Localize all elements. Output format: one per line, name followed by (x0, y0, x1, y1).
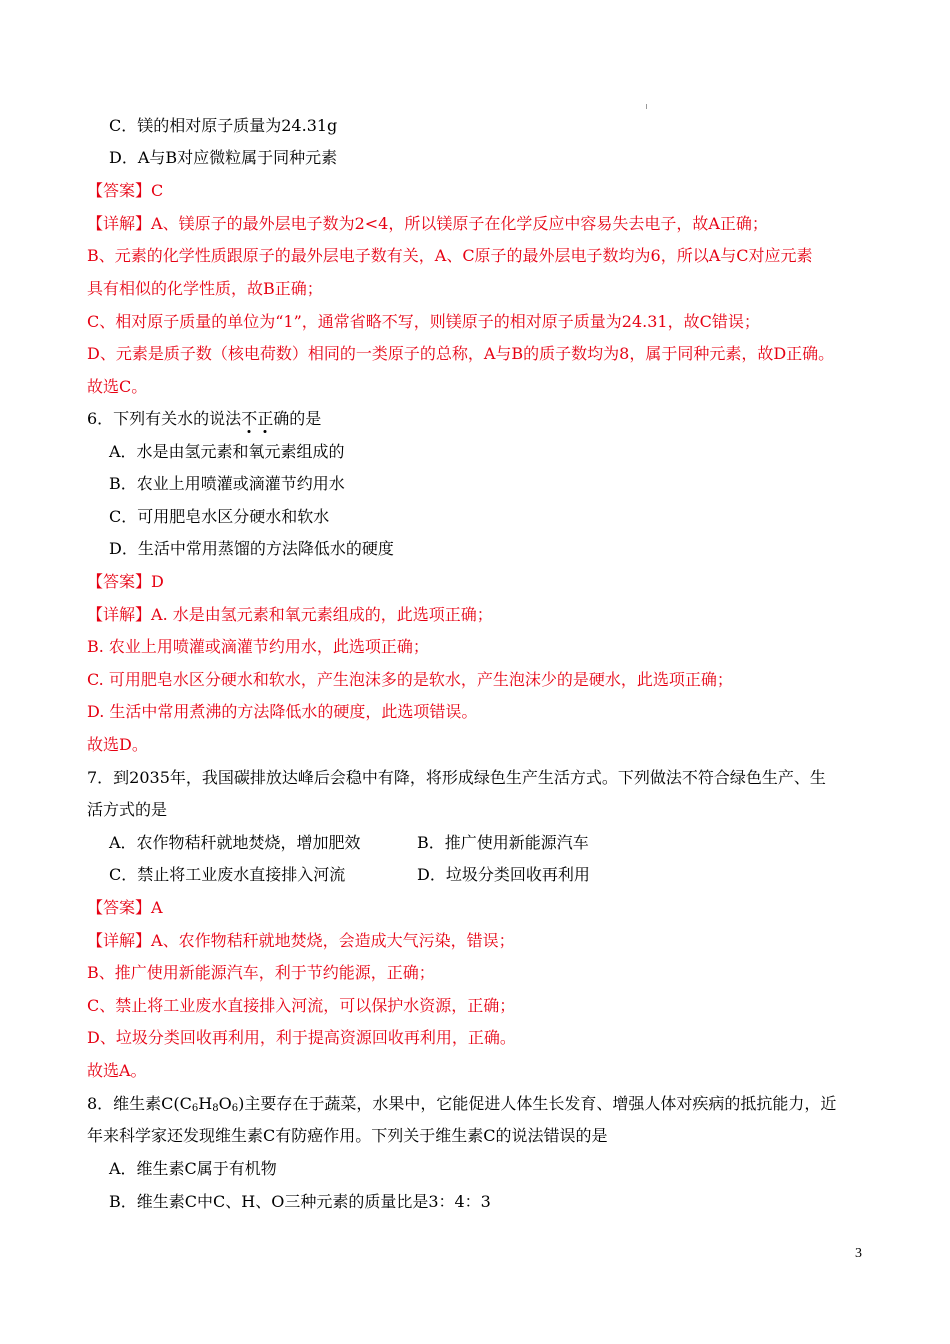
q6-option-c: C．可用肥皂水区分硬水和软水 (109, 507, 330, 526)
q7-option-a: A．农作物秸秆就地焚烧，增加肥效 (109, 833, 361, 852)
q6-detail-line1: 【详解】A. 水是由氢元素和氧元素组成的，此选项正确； (87, 605, 493, 624)
q8-stem-line1: 8．维生素$C(C_6H_8O_6)$主要存在于蔬菜，水果中，它能促进人体生长发育、增强人体对疾病的抵抗能力，近 (87, 1094, 837, 1114)
emphasis-mark: 正 (257, 409, 274, 428)
q7-answer (87, 898, 163, 918)
q7-detail-line2: B、推广使用新能源汽车，利于节约能源，正确； (87, 963, 435, 982)
q7-detail-line4: D、垃圾分类回收再利用，利于提高资源回收再利用，正确。 (87, 1028, 516, 1047)
q6-answer (87, 572, 164, 592)
answer-value: A (151, 898, 163, 917)
answer-value: D (151, 572, 164, 591)
q8-stem-line2: 年来科学家还发现维生素C有防癌作用。下列关于维生素C的说法错误的是 (87, 1126, 608, 1145)
q5-option-c: C．镁的相对原子质量为24.31g (109, 116, 338, 135)
q8-option-b: B．维生素C中C、H、O三种元素的质量比是3：4：3 (109, 1192, 491, 1211)
q5-detail-line1: 【详解】A、镁原子的最外层电子数为2<4，所以镁原子在化学反应中容易失去电子，故A正确； (87, 214, 768, 233)
page-mark (646, 104, 647, 109)
q6-option-a: A．水是由氢元素和氧元素组成的 (109, 442, 345, 461)
emphasis-mark: 不 (241, 409, 258, 428)
q5-detail-line2: B、元素的化学性质跟原子的最外层电子数有关，A、C原子的最外层电子数均为6，所以A与C对应元素 (87, 246, 813, 265)
answer-value: C (151, 181, 164, 200)
q7-detail-line3: C、禁止将工业废水直接排入河流，可以保护水资源，正确； (87, 996, 516, 1015)
q6-detail-line4: D. 生活中常用煮沸的方法降低水的硬度，此选项错误。 (87, 702, 478, 721)
q7-option-b: B．推广使用新能源汽车 (417, 833, 589, 852)
q6-option-d: D．生活中常用蒸馏的方法降低水的硬度 (109, 539, 394, 558)
page-number: 3 (855, 1246, 862, 1261)
q6-conclusion: 故选D。 (87, 735, 148, 754)
q7-conclusion: 故选A。 (87, 1061, 147, 1080)
q6-detail-line2: B. 农业上用喷灌或滴灌节约用水，此选项正确； (87, 637, 429, 656)
q5-answer (87, 181, 163, 201)
q5-detail-line4: C、相对原子质量的单位为“1”，通常省略不写，则镁原子的相对原子质量为24.31，故C错误； (87, 312, 760, 331)
q5-conclusion: 故选C。 (87, 377, 148, 396)
detail-label: 【详解】 (87, 605, 152, 624)
q7-option-c: C．禁止将工业废水直接排入河流 (109, 865, 346, 884)
q7-stem-line2: 活方式的是 (87, 800, 168, 819)
detail-label: 【详解】 (87, 931, 152, 950)
q7-stem-line1: 7．到2035年，我国碳排放达峰后会稳中有降，将形成绿色生产生活方式。下列做法不符合绿色生产、生 (87, 768, 826, 787)
q5-detail-line3: 具有相似的化学性质，故B正确； (87, 279, 323, 298)
answer-label: 【答案】 (87, 572, 152, 591)
q6-detail-line3: C. 可用肥皂水区分硬水和软水，产生泡沫多的是软水，产生泡沫少的是硬水，此选项正确； (87, 670, 733, 689)
q5-detail-line5: D、元素是质子数（核电荷数）相同的一类原子的总称，A与B的质子数均为8，属于同种元素，故D正确。 (87, 344, 835, 363)
q6-option-b: B．农业上用喷灌或滴灌节约用水 (109, 474, 345, 493)
q5-option-d: D．A与B对应微粒属于同种元素 (109, 148, 338, 167)
answer-label: 【答案】 (87, 181, 152, 200)
q7-option-d: D．垃圾分类回收再利用 (417, 865, 590, 884)
q6-stem: 6．下列有关水的说法不正确的是 (87, 409, 322, 428)
q7-detail-line1: 【详解】A、农作物秸秆就地焚烧，会造成大气污染，错误； (87, 931, 515, 950)
answer-label: 【答案】 (87, 898, 152, 917)
q8-option-a: A．维生素C属于有机物 (109, 1159, 277, 1178)
detail-label: 【详解】 (87, 214, 152, 233)
